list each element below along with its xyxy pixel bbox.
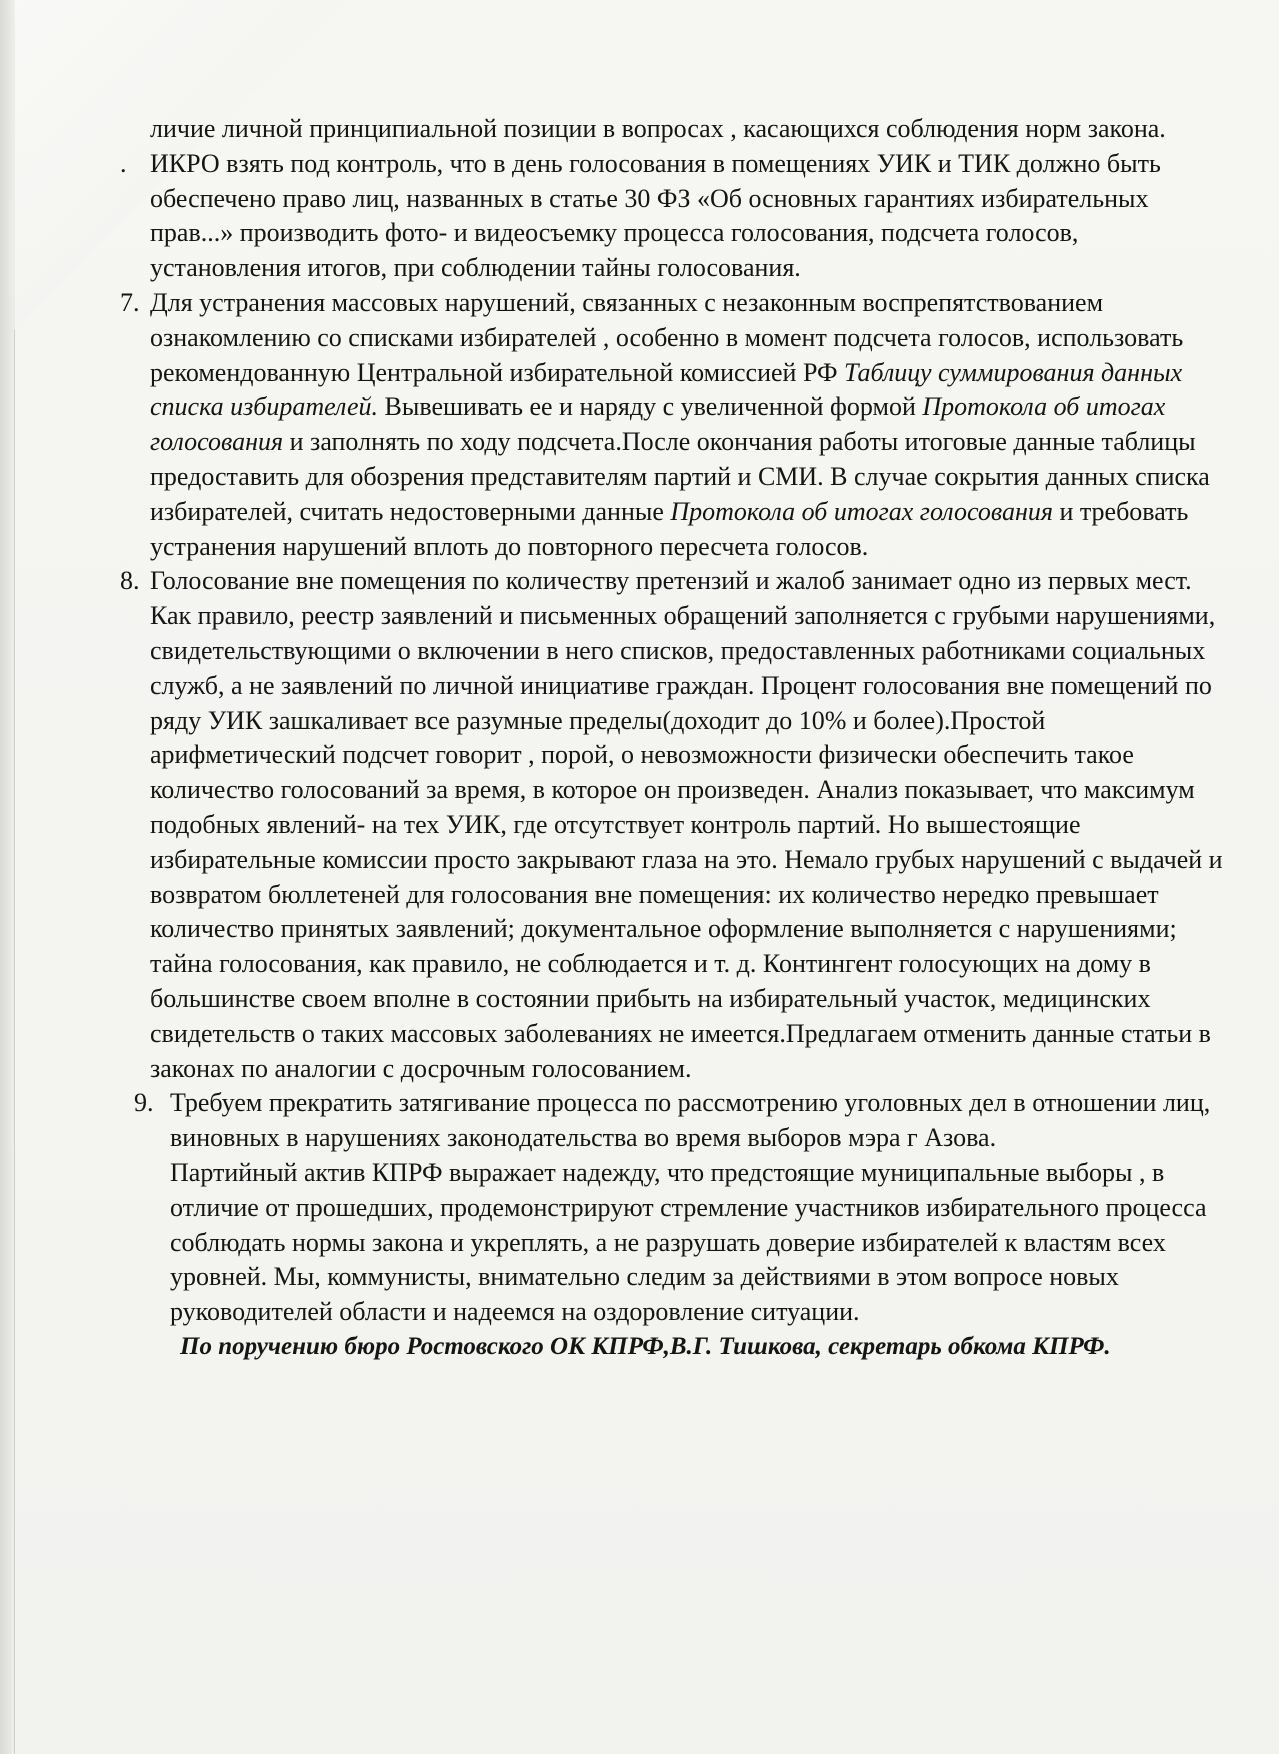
signature: По поручению бюро Ростовского ОК КПРФ,В.Г. Тишкова, секретарь обкома КПРФ.	[180, 1332, 1111, 1360]
list-item-number: 9.	[134, 1088, 154, 1118]
closing-paragraph: Партийный актив КПРФ выражает надежду, что предстоящие муниципальные выборы , в отличие от прошедших, продемонстрируют стремление участников избирательного процесса соблюдать нормы закона и укреплять, а не разрушать доверие избирателей к властям всех уровней. Мы, коммунисты, внимательно следим за действиями в этом вопросе новых руководителей области и надеемся на оздоровление ситуации.	[170, 1157, 1207, 1327]
page-edge-shadow	[0, 0, 15, 1754]
list-item-8	[120, 564, 1230, 1086]
list-item-text: ИКРО взять под контроль, что в день голосования в помещениях УИК и ТИК должно быть обеспечено право лиц, названных в статье 30 ФЗ «Об основных гарантиях избирательных прав...» производить фото- и видеосъемку процесса голосования, подсчета голосов, установления итогов, при соблюдении тайны голосования.	[150, 148, 1161, 283]
text-run: и требовать устранения нарушений вплоть до повторного пересчета голосов.	[150, 496, 1189, 561]
text-run: и заполнять по ходу подсчета.После окончания работы итоговые данные таблицы предоставить для обозрения представителям партий и СМИ. В случае сокрытия данных списка избирателей, считать недостоверными данные	[150, 427, 1210, 526]
list-item-number: .	[120, 148, 127, 178]
intro-continuation: личие личной принципиальной позиции в вопросах , касающихся соблюдения норм закона.	[150, 114, 1166, 143]
list-item-9	[120, 1086, 1230, 1330]
italic-term: Протокола об итогах голосования	[150, 392, 1166, 457]
text-run: Вывешивать ее и наряду с увеличенной формой	[378, 392, 923, 422]
document-body	[120, 112, 1230, 1365]
text-run: Для устранения массовых нарушений, связанных с незаконным воспрепятствованием ознакомлению со списками избирателей , особенно в момент подсчета голосов, использовать рекомендованную Центральной избирательной комиссией РФ	[150, 287, 1184, 387]
list-item-text	[170, 1086, 1230, 1330]
list-item-text: Голосование вне помещения по количеству претензий и жалоб занимает одно из первых мест. Как правило, реестр заявлений и письменных обращений заполняется с грубыми нарушениями, свидетельствующими о включении в него списков, предоставленных работниками социальных служб, а не заявлений по личной инициативе граждан. Процент голосования вне помещений по ряду УИК зашкаливает все разумные пределы(доходит до 10% и более).Простой арифметический подсчет говорит , порой, о невозможности физически обеспечить такое количество голосований за время, в которое он произведен. Анализ показывает, что максимум подобных явлений- на тех УИК, где отсутствует контроль партий. Но вышестоящие избирательные комиссии просто закрывают глаза на это. Немало грубых нарушений с выдачей и возвратом бюллетеней для голосования вне помещения: их количество нередко превышает количество принятых заявлений; документальное оформление выполняется с нарушениями; тайна голосования, как правило, не соблюдается и т. д. Контингент голосующих на дому в большинстве своем вполне в состоянии прибыть на избирательный участок, медицинских свидетельств о таких массовых заболеваниях не имеется.Предлагаем отменить данные статьи в законах по аналогии с досрочным голосованием.	[150, 566, 1223, 1083]
list-item-7	[120, 286, 1230, 564]
list-item-text	[150, 286, 1230, 564]
list-item-6	[120, 147, 1230, 286]
list-item-number: 8.	[120, 566, 140, 596]
italic-term: Протокола об итогах голосования	[670, 496, 1053, 526]
item-9-text: Требуем прекратить затягивание процесса по рассмотрению уголовных дел в отношении лиц, виновных в нарушениях законодательства во время выборов мэра г Азова.	[170, 1088, 1211, 1153]
list-item-number: 7.	[120, 287, 140, 317]
italic-term: Таблицу суммирования данных списка избирателей.	[150, 357, 1183, 422]
